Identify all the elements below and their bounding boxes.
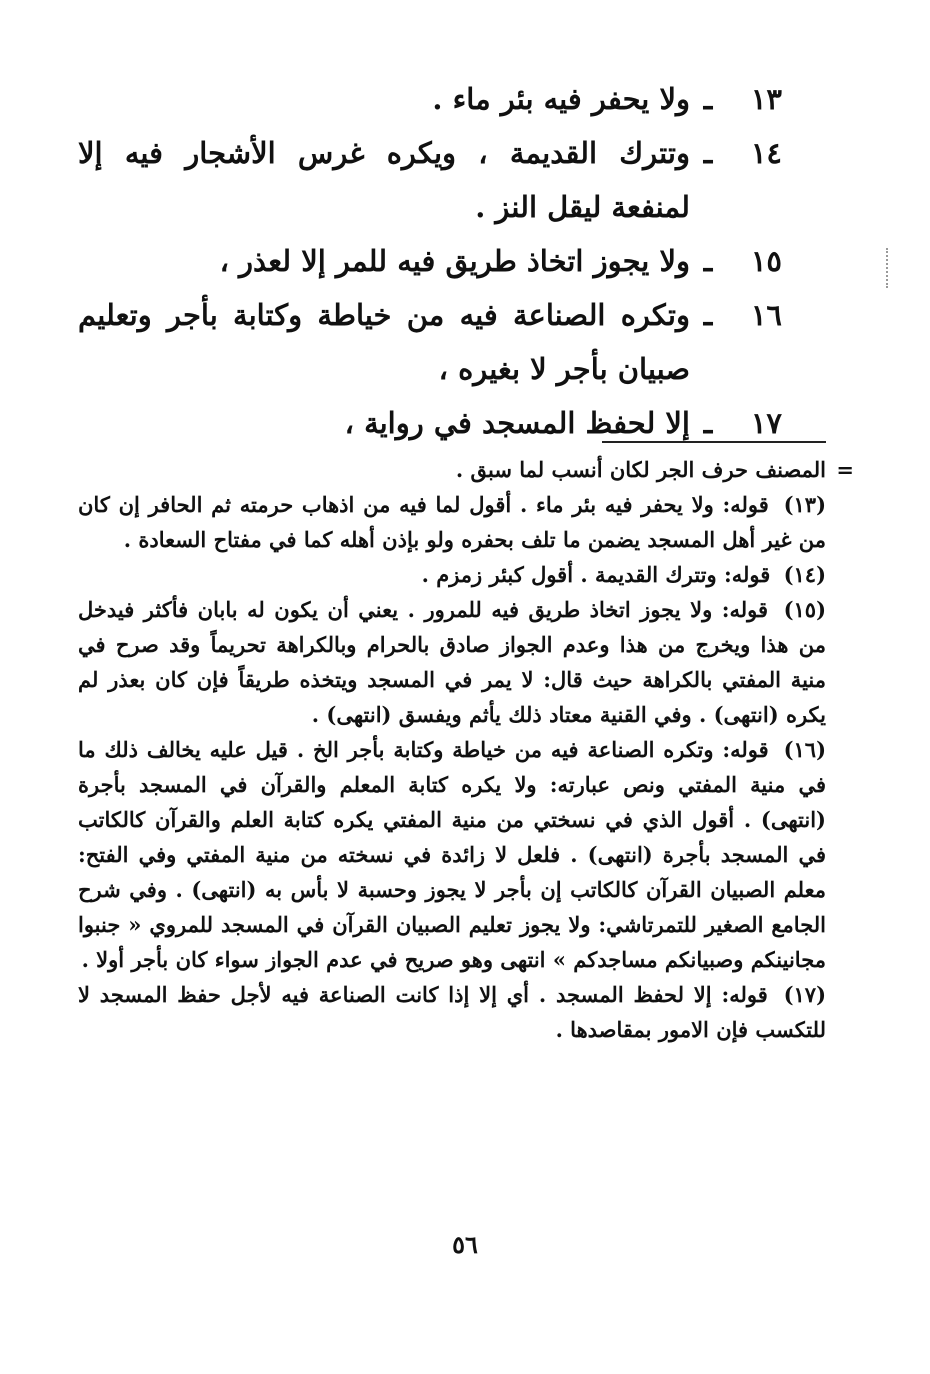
footnote-key: قوله: (722, 492, 769, 517)
footnote (78, 977, 826, 1047)
item-number: ١٦ (750, 298, 782, 332)
footnote-ref: (١٤) (783, 562, 826, 587)
item-text: وتترك القديمة ، ويكره غرس الأشجار فيه إلا لمنفعة ليقل النز . (78, 136, 690, 224)
item-text: إلا لحفظ المسجد في رواية ، (344, 406, 690, 440)
item-text: ولا يحفر فيه بئر ماء . (432, 82, 690, 116)
item-number: ١٧ (750, 406, 782, 440)
main-text (78, 72, 782, 450)
footnote-text: ولا يحفر فيه بئر ماء . أقول لما فيه من اذهاب حرمته ثم الحافر إن كان من غير أهل المسجد يضمن ما تلف بحفره ولو بإذن أهله كما في مفتاح السعادة . (78, 492, 826, 552)
item-text: وتكره الصناعة فيه من خياطة وكتابة بأجر وتعليم صبيان بأجر لا بغيره ، (78, 298, 690, 386)
scan-edge-marks (882, 248, 888, 288)
item-number: ١٥ (750, 244, 782, 278)
main-item (78, 234, 782, 288)
footnote-text: ولا يجوز اتخاذ طريق فيه للمرور . يعني أن يكون له بابان فأكثر فيدخل من هذا ويخرج من هذا وعدم الجواز صادق بالحرام وبالكراهة تحريماً وقد صرح في منية المفتي بالكراهة حيث قال: لا يمر في المسجد ويتخذه طريقاً فإن كان بعذر لم يكره (انتهى) . وفي القنية معتاد ذلك يأثم ويفسق (انتهى) . (78, 597, 826, 727)
main-item (78, 288, 782, 396)
footnote-divider (602, 441, 826, 443)
footnote (78, 732, 826, 977)
footnote-key: قوله: (721, 982, 768, 1007)
footnote-key: قوله: (722, 737, 769, 762)
footnote-ref: (١٧) (783, 982, 827, 1007)
footnote-text: وتترك القديمة . أقول كبئر زمزم . (421, 562, 717, 587)
item-dash: ـ (703, 244, 713, 278)
main-item (78, 126, 782, 234)
footnote-text: إلا لحفظ المسجد . أي إلا إذا كانت الصناعة فيه لأجل حفظ المسجد لا للتكسب فإن الامور بمقاصدها . (78, 982, 826, 1042)
footnote (78, 557, 826, 592)
item-dash: ـ (703, 406, 713, 440)
item-number: ١٣ (750, 82, 782, 116)
footnote (78, 592, 826, 732)
continuation-text: المصنف حرف الجر لكان أنسب لما سبق . (455, 457, 826, 482)
footnote-key: قوله: (723, 562, 771, 587)
item-number: ١٤ (750, 136, 782, 170)
continuation-mark: = (836, 457, 854, 482)
footnote (78, 487, 826, 557)
item-dash: ـ (703, 82, 713, 116)
footnote-ref: (١٥) (783, 597, 827, 622)
item-text: ولا يجوز اتخاذ طريق فيه للمر إلا لعذر ، (219, 244, 690, 278)
footnote-text: وتكره الصناعة فيه من خياطة وكتابة بأجر الخ . قيل عليه يخالف ذلك ما في منية المفتي ونص عبارته: ولا يكره كتابة المعلم والقرآن في المسجد بأجرة (انتهى) . أقول الذي في نسختي من منية المفتي يكره كتابة العلم والقرآن كالكاتب في المسجد بأجرة (انتهى) . فلعل لا زائدة في نسخته من منية المفتي وفي الفتح: معلم الصبيان القرآن كالكاتب إن بأجر لا يجوز وحسبة لا بأس به (انتهى) . وفي شرح الجامع الصغير للتمرتاشي: ولا يجوز تعليم الصبيان القرآن في المسجد للمروي « جنبوا مجانينكم وصبيانكم مساجدكم » انتهى وهو صريح في عدم الجواز سواء كان بأجر أولا . (78, 737, 826, 972)
footnotes (78, 452, 854, 1047)
footnote-ref: (١٣) (783, 492, 826, 517)
footnote-key: قوله: (721, 597, 769, 622)
item-dash: ـ (703, 298, 713, 332)
footnote-continuation (78, 452, 854, 487)
footnote-ref: (١٦) (783, 737, 826, 762)
page-number: ٥٦ (452, 1230, 478, 1259)
main-item (78, 72, 782, 126)
item-dash: ـ (703, 136, 713, 170)
